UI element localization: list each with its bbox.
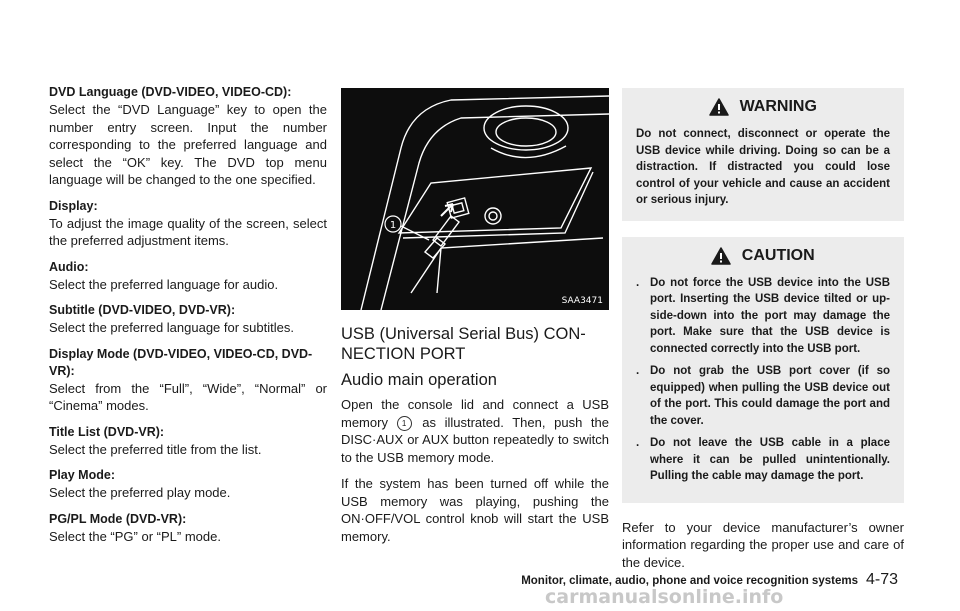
callout-number: 1 xyxy=(389,220,397,231)
audio-text: Select the preferred language for audio. xyxy=(49,276,279,292)
connect-usb-text-start: Open the console lid and connect a USB memory xyxy=(341,397,609,430)
pgpl-heading: PG/PL Mode (DVD-VR): xyxy=(49,511,187,526)
bullet-marker: . xyxy=(636,437,640,450)
bullet-marker: . xyxy=(636,365,640,378)
warning-text: Do not connect, disconnect or operate the USB device while driving. Doing so can be a distraction. If distracted you could lose control of your vehicle and cause an accident or serious injury. xyxy=(636,128,890,207)
play-mode-heading: Play Mode: xyxy=(49,468,115,482)
caution-header xyxy=(636,247,890,265)
caution-item xyxy=(636,363,890,429)
caution-item-text: Do not force the USB device into the USB port. Inserting the USB device tilted or up-side-down into the port may damage the port. Make sure that the USB device is connected correctly into the USB port. xyxy=(650,276,890,355)
warning-box xyxy=(622,88,904,221)
console-drawing xyxy=(341,88,609,310)
subtitle-heading: Subtitle (DVD-VIDEO, DVD-VR): xyxy=(49,303,236,317)
caution-item-text: Do not grab the USB port cover (if so equipped) when pulling the USB device out of the port. This could damage the port and the cover. xyxy=(650,365,890,427)
usb-port-illustration xyxy=(341,88,609,310)
play-mode-text: Select the preferred play mode. xyxy=(49,485,231,500)
display-mode-heading: Display Mode (DVD-VIDEO, VIDEO-CD, DVD-VR): xyxy=(49,346,313,378)
warning-header xyxy=(636,98,890,116)
usb-section-title: USB (Universal Serial Bus) CON-NECTION PORT xyxy=(341,325,586,363)
title-list-text: Select the preferred title from the list. xyxy=(49,441,262,457)
display-mode-text: Select from the “Full”, “Wide”, “Normal” or “Cinema” modes. xyxy=(49,380,327,413)
bullet-marker: . xyxy=(636,276,640,289)
usb-resume-text: If the system has been turned off while the USB memory was playing, pushing the ON·OFF/VOL control knob will start the USB memory. xyxy=(341,476,609,544)
caution-label: CAUTION xyxy=(741,246,815,264)
caution-box xyxy=(622,237,904,503)
connect-usb-text-end: as illustrated. Then, push the DISC·AUX or AUX button repeatedly to switch to the USB memory mode. xyxy=(341,414,609,465)
right-column xyxy=(622,88,904,580)
caution-triangle-icon xyxy=(711,247,731,265)
subtitle-text: Select the preferred language for subtitles. xyxy=(49,320,294,335)
pgpl-text: Select the “PG” or “PL” mode. xyxy=(49,528,221,544)
page-number: 4-73 xyxy=(865,571,898,588)
left-column xyxy=(49,84,327,554)
figure-caption: SAA3471 xyxy=(561,296,603,306)
footer-section-title: Monitor, climate, audio, phone and voice recognition systems xyxy=(521,575,858,587)
watermark: carmanualsonline.info xyxy=(545,586,784,608)
caution-item xyxy=(636,275,890,358)
connect-usb-text xyxy=(341,396,609,466)
display-text: To adjust the image quality of the screen, select the preferred adjustment items. xyxy=(49,215,327,248)
dvd-language-heading: DVD Language (DVD-VIDEO, VIDEO-CD): xyxy=(49,85,292,99)
display-heading: Display: xyxy=(49,198,98,213)
callout-ref-icon: 1 xyxy=(397,416,412,431)
title-list-heading: Title List (DVD-VR): xyxy=(49,424,165,439)
caution-item xyxy=(636,435,890,485)
warning-label: WARNING xyxy=(739,98,817,115)
warning-triangle-icon xyxy=(709,98,729,116)
caution-item-text: Do not leave the USB cable in a place where it can be pulled unintentionally. Pulling the cable may damage the port. xyxy=(650,437,890,483)
refer-manufacturer-text: Refer to your device manufacturer’s owner information regarding the proper use and care of the device. xyxy=(622,519,904,570)
dvd-language-text: Select the “DVD Language” key to open the number entry screen. Input the number corresponding to the preferred language and select the “OK” key. The DVD top menu language will be changed to the one specified. xyxy=(49,102,327,187)
middle-column xyxy=(341,88,609,554)
audio-main-title: Audio main operation xyxy=(341,371,497,389)
audio-heading: Audio: xyxy=(49,259,89,274)
